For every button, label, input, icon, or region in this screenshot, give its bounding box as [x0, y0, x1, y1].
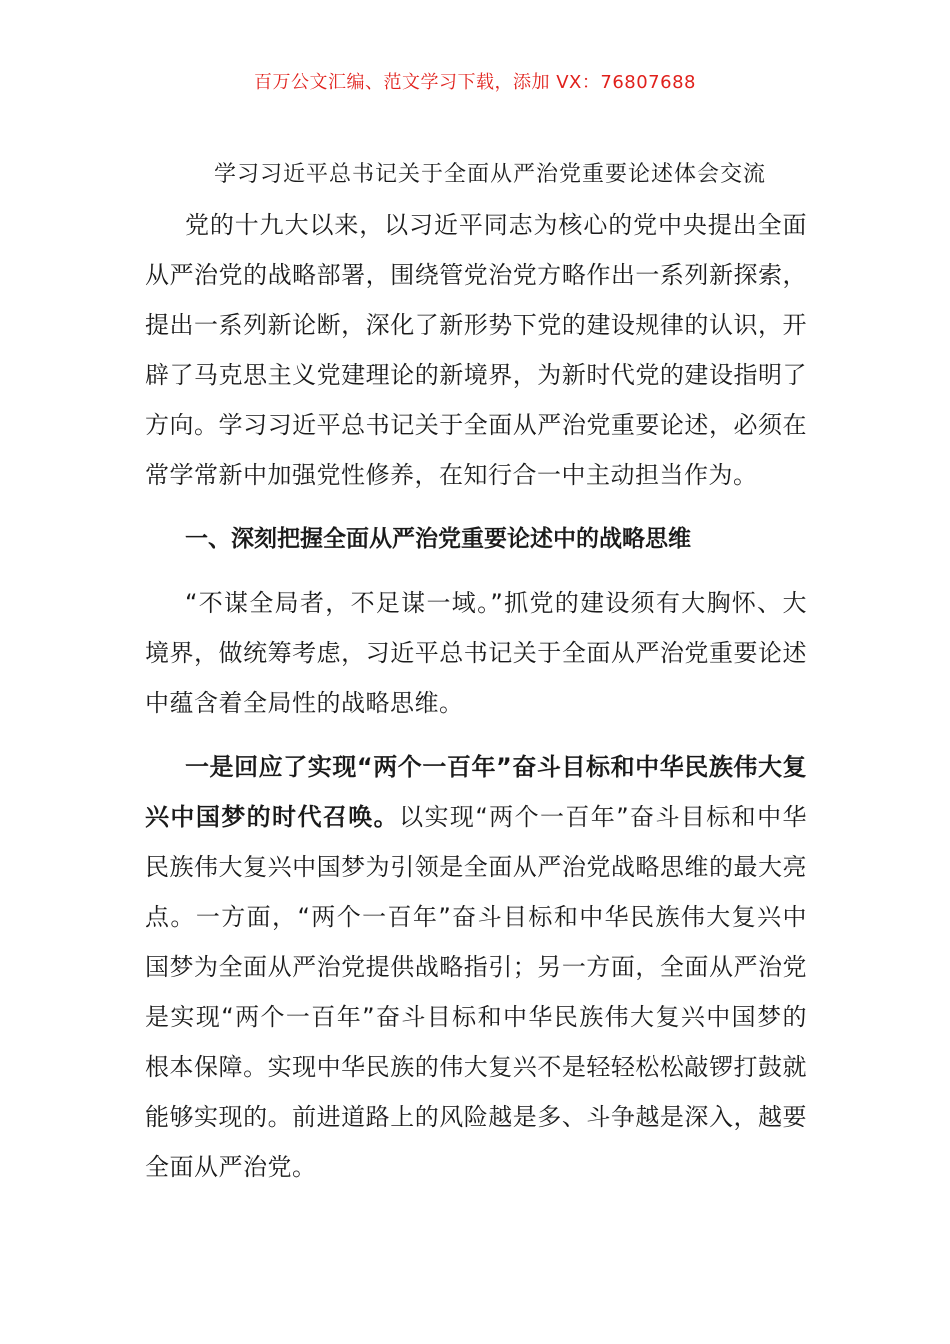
document-body: [145, 150, 807, 1192]
point-1-lead: 一是回应了实现“两个一百年”奋斗目标和中华民族伟大复兴中国梦的时代召唤。: [145, 753, 807, 831]
section-1-paragraph: “不谋全局者，不足谋一域。”抓党的建设须有大胸怀、大境界，做统筹考虑，习近平总书记关于全面从严治党重要论述中蕴含着全局性的战略思维。: [145, 589, 807, 717]
watermark-header-note: 百万公文汇编、范文学习下载，添加 VX：76807688: [254, 72, 696, 93]
document-title: 学习习近平总书记关于全面从严治党重要论述体会交流: [213, 162, 766, 187]
intro-paragraph: 党的十九大以来，以习近平同志为核心的党中央提出全面从严治党的战略部署，围绕管党治党方略作出一系列新探索，提出一系列新论断，深化了新形势下党的建设规律的认识，开辟了马克思主义党建理论的新境界，为新时代党的建设指明了方向。学习习近平总书记关于全面从严治党重要论述，必须在常学常新中加强党性修养，在知行合一中主动担当作为。: [145, 211, 807, 489]
point-1-body: 以实现“两个一百年”奋斗目标和中华民族伟大复兴中国梦为引领是全面从严治党战略思维的最大亮点。一方面，“两个一百年”奋斗目标和中华民族伟大复兴中国梦为全面从严治党提供战略指引；另一方面，全面从严治党是实现“两个一百年”奋斗目标和中华民族伟大复兴中国梦的根本保障。实现中华民族的伟大复兴不是轻轻松松敲锣打鼓就能够实现的。前进道路上的风险越是多、斗争越是深入，越要全面从严治党。: [145, 803, 807, 1181]
section-heading-1: 一、深刻把握全面从严治党重要论述中的战略思维: [185, 526, 691, 552]
point-1-paragraph: [145, 742, 807, 1192]
